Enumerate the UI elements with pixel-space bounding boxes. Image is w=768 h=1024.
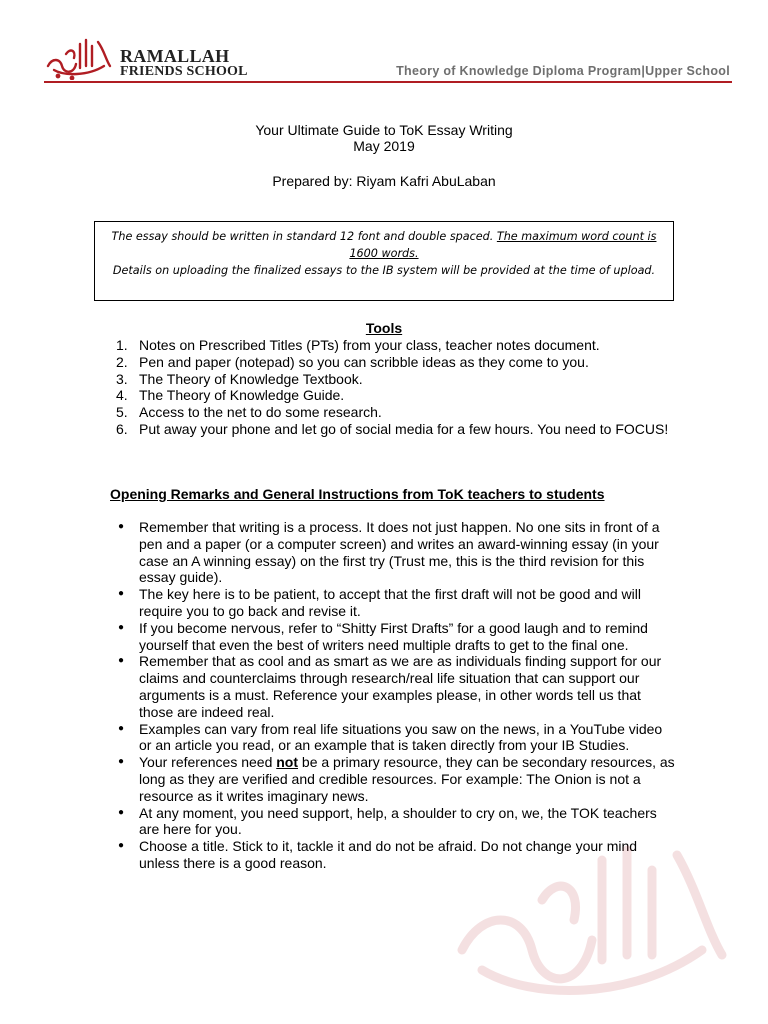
item-text: Put away your phone and let go of social media for a few hours. You need to FOCUS! bbox=[139, 420, 669, 437]
list-item bbox=[112, 653, 678, 720]
bullet-icon: ● bbox=[118, 521, 125, 532]
item-number: 5. bbox=[116, 404, 128, 421]
bullet-icon: ● bbox=[118, 588, 125, 600]
bullet-icon: ● bbox=[118, 655, 125, 667]
item-text: Remember that writing is a process. It does not just happen. No one sits in front of a pen and a paper (or a computer screen) and writes an award-winning essay (in your case an A winning essay) on the first try (Trust me, this is the third revision for this essay guide). bbox=[139, 519, 660, 586]
bullet-icon: ● bbox=[118, 840, 125, 852]
item-text: Pen and paper (notepad) so you can scribble ideas as they come to you. bbox=[139, 353, 589, 370]
tools-heading: Tools bbox=[365, 320, 403, 336]
item-text: At any moment, you need support, help, a shoulder to cry on, we, the TOK teachers are here for you. bbox=[139, 804, 657, 838]
item-text-before: Your references need bbox=[139, 754, 277, 771]
item-text: Remember that as cool and as smart as we are as individuals finding support for our claims and counterclaims through research/real life situation that can support our arguments is a must. Reference your examples please, in other words tell us that those are indeed real. bbox=[139, 653, 662, 720]
list-item bbox=[112, 387, 672, 404]
item-text: The Theory of Knowledge Guide. bbox=[139, 387, 345, 404]
notice-word-count: The maximum word count is 1600 words. bbox=[349, 230, 657, 260]
opening-remarks-heading: Opening Remarks and General Instructions from ToK teachers to students bbox=[110, 486, 605, 502]
item-text: Access to the net to do some research. bbox=[139, 404, 382, 421]
notice-format-text: The essay should be written in standard 12 font and double spaced. bbox=[111, 230, 497, 243]
bullet-icon: ● bbox=[118, 621, 125, 633]
school-name-line1: RAMALLAH bbox=[120, 46, 230, 66]
document-date: May 2019 bbox=[353, 138, 415, 154]
list-item bbox=[112, 354, 672, 371]
header-divider bbox=[44, 81, 732, 83]
essay-requirements-box bbox=[94, 221, 674, 301]
document-title: Your Ultimate Guide to ToK Essay Writing bbox=[255, 122, 513, 138]
list-item bbox=[112, 421, 672, 438]
school-calligraphy-logo bbox=[44, 36, 116, 80]
prepared-by: Prepared by: Riyam Kafri AbuLaban bbox=[272, 173, 496, 189]
bullet-icon: ● bbox=[118, 756, 125, 768]
item-text: If you become nervous, refer to “Shitty First Drafts” for a good laugh and to remind yourself that even the best of writers need multiple drafts to get to the final one. bbox=[139, 619, 648, 653]
item-text: The Theory of Knowledge Textbook. bbox=[139, 370, 363, 387]
bullet-icon: ● bbox=[118, 806, 125, 818]
bullet-icon: ● bbox=[118, 722, 125, 734]
list-item bbox=[112, 337, 672, 354]
item-text: Notes on Prescribed Titles (PTs) from your class, teacher notes document. bbox=[139, 337, 600, 353]
list-item bbox=[112, 620, 678, 654]
item-number: 3. bbox=[116, 370, 128, 387]
notice-upload-text: Details on uploading the finalized essays to the IB system will be provided at the time of upload. bbox=[112, 264, 656, 277]
item-text: Examples can vary from real life situations you saw on the news, in a YouTube video or an article you read, or an example that is taken directly from your IB Studies. bbox=[139, 720, 663, 754]
tools-list bbox=[112, 337, 672, 438]
list-item bbox=[112, 519, 678, 586]
program-label: Theory of Knowledge Diploma Program|Upper School bbox=[396, 64, 730, 78]
list-item bbox=[112, 586, 678, 620]
item-number: 1. bbox=[116, 337, 128, 353]
emphasis-not: not bbox=[276, 754, 299, 771]
item-number: 6. bbox=[116, 420, 128, 437]
item-text: The key here is to be patient, to accept that the first draft will not be good and will require you to go back and revise it. bbox=[139, 586, 641, 619]
item-number: 2. bbox=[116, 353, 128, 370]
calligraphy-watermark bbox=[452, 840, 732, 1010]
item-number: 4. bbox=[116, 387, 128, 404]
list-item bbox=[112, 805, 678, 839]
list-item bbox=[112, 371, 672, 388]
list-item bbox=[112, 404, 672, 421]
school-name bbox=[120, 46, 248, 79]
opening-remarks-list bbox=[112, 519, 678, 872]
list-item bbox=[112, 721, 678, 755]
list-item bbox=[112, 754, 678, 804]
item-text: Choose a title. Stick to it, tackle it and do not be afraid. Do not change your mind unless there is a good reason. bbox=[139, 838, 638, 871]
item-text-after: be a primary resource, they can be secondary resources, as long as they are verified and credible resources. For example: The Onion is not a resource as it writes imaginary news. bbox=[139, 754, 675, 804]
letterhead bbox=[44, 36, 732, 82]
school-name-line2: FRIENDS SCHOOL bbox=[120, 64, 248, 79]
